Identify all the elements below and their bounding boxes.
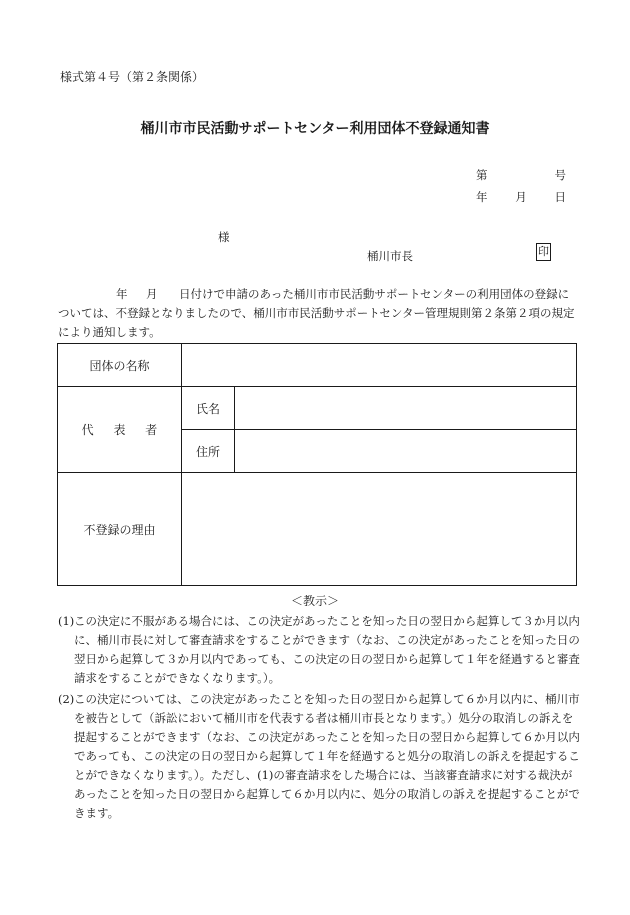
addressee-sama: 様 [218, 230, 230, 244]
number-dai: 第 [476, 168, 488, 182]
name-value [235, 387, 577, 430]
group-name-value [182, 344, 577, 387]
group-name-label: 団体の名称 [58, 344, 182, 387]
reason-label: 不登録の理由 [58, 473, 182, 586]
instructions-heading: ＜教示＞ [290, 594, 339, 608]
body-month: 月 [146, 287, 158, 301]
notice-body [58, 285, 578, 342]
instruction-item-1 [58, 612, 583, 688]
instruction-marker-1: (1) [58, 614, 75, 628]
date-line [476, 189, 566, 205]
instruction-marker-2: (2) [58, 692, 75, 706]
representative-label: 代 表 者 [81, 423, 166, 437]
name-label: 氏名 [182, 387, 235, 430]
table-row-reason [58, 473, 577, 586]
address-value [235, 430, 577, 473]
instructions-list [58, 612, 583, 825]
notice-table [57, 343, 577, 586]
body-year: 年 [116, 287, 128, 301]
reason-value [182, 473, 577, 586]
date-year: 年 [476, 190, 488, 204]
date-day: 日 [554, 190, 566, 204]
table-row-rep-name [58, 387, 577, 430]
date-month: 月 [515, 190, 527, 204]
document-title: 桶川市市民活動サポートセンター利用団体不登録通知書 [140, 121, 490, 137]
sender-mayor: 桶川市長 [367, 249, 413, 263]
instruction-item-2 [58, 690, 583, 823]
document-number-line [476, 167, 566, 183]
table-row-group-name [58, 344, 577, 387]
form-number: 様式第４号（第２条関係） [60, 70, 205, 84]
instruction-text-2: この決定については、この決定があったことを知った日の翌日から起算して６か月以内に、桶川市を被告として（訴訟において桶川市を代表する者は桶川市長となります。）処分の取消しの訴えを提起することができます（なお、この決定があったことを知った日の翌日から起算して６か月以内であっても、この決定の日の翌日から起算して１年を経過すると処分の取消しの訴えを提起することができなくなります。）。ただし、(1)の審査請求をした場合には、当該審査請求に対する裁決があったことを知った日の翌日から起算して６か月以内に、処分の取消しの訴えを提起することができます。 [74, 692, 580, 820]
instruction-text-1: この決定に不服がある場合には、この決定があったことを知った日の翌日から起算して３か月以内に、桶川市長に対して審査請求をすることができます（なお、この決定があったことを知った日の翌日から起算して３か月以内であっても、この決定の日の翌日から起算して１年を経過すると審査請求をすることができなくなります。）。 [74, 614, 580, 685]
seal-mark: 印 [536, 243, 551, 261]
representative-label-cell [58, 387, 182, 473]
address-label: 住所 [182, 430, 235, 473]
number-go: 号 [554, 168, 566, 182]
body-text: 日付けで申請のあった桶川市市民活動サポートセンターの利用団体の登録については、不登録となりましたので、桶川市市民活動サポートセンター管理規則第２条第２項の規定により通知します。 [58, 287, 575, 339]
